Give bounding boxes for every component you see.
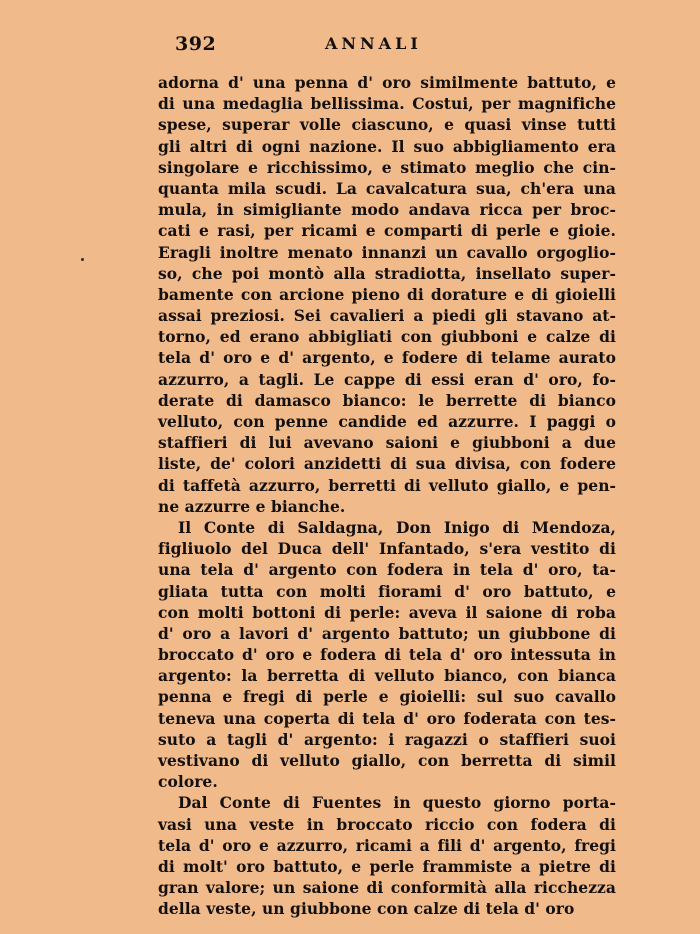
text-line: figliuolo del Duca dell' Infantado, s'era vestito di [158,539,616,559]
text-line: bamente con arcione pieno di dorature e di gioielli [158,284,616,304]
text-line: torno, ed erano abbigliati con giubboni e calze di [158,327,616,347]
paragraph [158,517,616,792]
text-line: colore. [158,772,218,792]
text-line: di taffetà azzurro, berretti di velluto giallo, e pen- [158,475,616,495]
body-text [158,72,616,920]
text-line: di una medaglia bellissima. Costui, per magnifiche [158,94,616,114]
text-line: di molt' oro battuto, e perle frammiste a pietre di [158,856,616,876]
ink-speck [81,258,84,261]
text-line: vestivano di velluto giallo, con berretta di simil [158,751,616,770]
text-line: derate di damasco bianco: le berrette di bianco [158,390,616,410]
text-line: argento: la berretta di velluto bianco, con bianca [158,666,616,686]
text-line: velluto, con penne candide ed azzurre. I paggi o [158,412,616,431]
text-line: staffieri di lui avevano saioni e giubboni a due [158,433,616,453]
text-line: Eragli inoltre menato innanzi un cavallo orgoglio- [158,242,616,262]
text-line: mula, in simigliante modo andava ricca per broc- [158,200,616,220]
text-line: teneva una coperta di tela d' oro foderata con tes- [158,708,616,728]
text-line: suto a tagli d' argento: i ragazzi o staffieri suoi [158,729,616,749]
text-line: broccato d' oro e fodera di tela d' oro intessuta in [158,645,616,665]
page-header [175,33,455,59]
text-line: so, che poi montò alla stradiotta, insellato super- [158,263,616,283]
running-title: ANNALI [325,34,422,53]
text-line: penna e fregi di perle e gioielli: sul suo cavallo [158,687,616,707]
text-line: cati e rasi, per ricami e comparti di perle e gioie. [158,221,616,241]
text-line: azzurro, a tagli. Le cappe di essi eran d' oro, fo- [158,369,616,389]
text-line: Il Conte di Saldagna, Don Inigo di Mendoza, [178,517,616,537]
text-line: gli altri di ogni nazione. Il suo abbigliamento era [158,136,616,156]
paragraph [158,72,616,517]
text-line: gliata tutta con molti fiorami d' oro battuto, e [158,581,616,601]
text-line: con molti bottoni di perle: aveva il saione di roba [158,602,616,622]
text-line: singolare e ricchissimo, e stimato meglio che cin- [158,157,616,177]
text-line: d' oro a lavori d' argento battuto; un giubbone di [158,623,616,643]
text-line: liste, de' colori anzidetti di sua divisa, con fodere [158,454,616,474]
text-line: quanta mila scudi. La cavalcatura sua, ch'era una [158,178,616,198]
text-line: ne azzurre e bianche. [158,496,346,516]
text-line: gran valore; un saione di conformità alla ricchezza [158,878,616,898]
text-line: spese, superar volle ciascuno, e quasi vinse tutti [158,115,616,135]
text-line: adorna d' una penna d' oro similmente battuto, e [158,73,616,92]
text-line: Dal Conte di Fuentes in questo giorno porta- [178,793,616,813]
paragraph [158,792,616,919]
text-line: vasi una veste in broccato riccio con fodera di [158,814,616,834]
text-line: tela d' oro e azzurro, ricami a fili d' argento, fregi [158,835,616,855]
text-line: assai preziosi. Sei cavalieri a piedi gli stavano at- [158,306,616,326]
text-line: tela d' oro e d' argento, e fodere di telame aurato [158,348,616,368]
text-line: della veste, un giubbone con calze di tela d' oro [158,899,575,919]
text-line: una tela d' argento con fodera in tela d' oro, ta- [158,560,616,580]
page-number: 392 [175,33,217,55]
